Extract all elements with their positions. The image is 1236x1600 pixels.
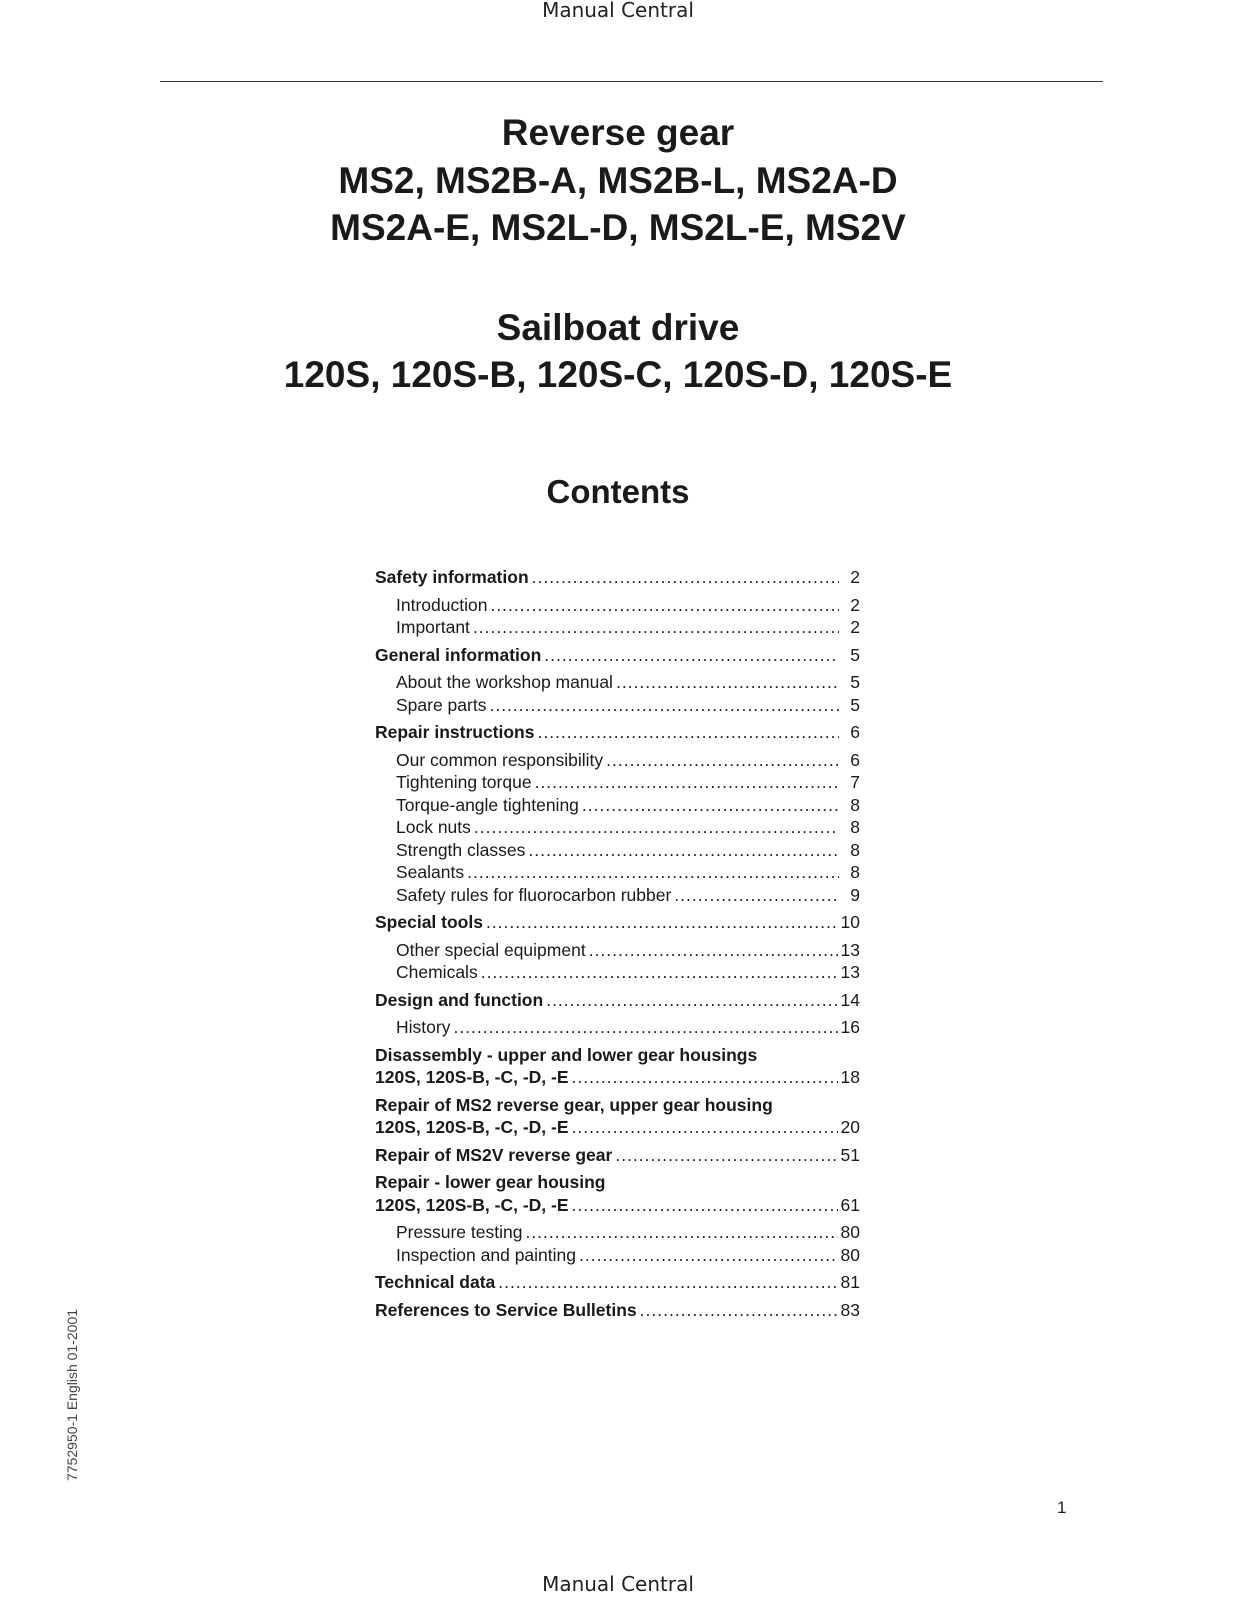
document-code: 7752950-1 English 01-2001 bbox=[64, 1308, 80, 1482]
toc-page-number: 2 bbox=[850, 567, 860, 587]
dot-leader bbox=[606, 749, 839, 772]
toc-page-number: 10 bbox=[840, 912, 860, 932]
dot-leader bbox=[453, 1016, 837, 1039]
watermark-bottom: Manual Central bbox=[542, 1572, 694, 1596]
toc-label: Technical data bbox=[375, 1272, 496, 1292]
toc-page-number: 8 bbox=[850, 817, 860, 837]
dot-leader bbox=[572, 1066, 838, 1089]
toc-entry[interactable] bbox=[375, 594, 860, 617]
dot-leader bbox=[528, 839, 839, 862]
toc-page-number: 20 bbox=[840, 1117, 860, 1137]
toc-label: About the workshop manual bbox=[396, 672, 613, 692]
toc-label: Introduction bbox=[396, 594, 488, 615]
toc-entry[interactable] bbox=[375, 1271, 860, 1294]
toc-page-number: 6 bbox=[850, 722, 860, 742]
toc-label: Sealants bbox=[396, 862, 465, 882]
toc-page-number: 14 bbox=[840, 989, 860, 1010]
toc-entry[interactable] bbox=[375, 566, 860, 589]
toc-entry[interactable] bbox=[375, 1094, 860, 1139]
toc-page-number: 8 bbox=[850, 794, 860, 815]
toc-label: Strength classes bbox=[396, 839, 526, 860]
toc-label: Our common responsibility bbox=[396, 749, 604, 770]
toc-label-continued: 120S, 120S-B, -C, -D, -E bbox=[375, 1194, 569, 1215]
table-of-contents bbox=[375, 566, 860, 1321]
toc-label: Special tools bbox=[375, 912, 483, 932]
dot-leader bbox=[572, 1116, 838, 1139]
dot-leader bbox=[546, 989, 837, 1012]
toc-page-number: 16 bbox=[840, 1017, 860, 1037]
dot-leader bbox=[486, 911, 838, 934]
toc-page-number: 6 bbox=[850, 749, 860, 770]
toc-page-number: 5 bbox=[850, 694, 860, 715]
header-rule bbox=[160, 81, 1103, 82]
toc-entry[interactable] bbox=[375, 1044, 860, 1089]
toc-page-number: 83 bbox=[840, 1299, 860, 1320]
toc-label: Pressure testing bbox=[396, 1222, 523, 1242]
toc-label: Repair of MS2 reverse gear, upper gear housing bbox=[375, 1094, 773, 1115]
watermark-top: Manual Central bbox=[542, 0, 694, 22]
toc-page-number: 61 bbox=[840, 1194, 860, 1215]
toc-label: Lock nuts bbox=[396, 817, 471, 837]
toc-entry[interactable] bbox=[375, 1016, 860, 1039]
toc-label: Important bbox=[396, 617, 470, 637]
toc-label: Safety information bbox=[375, 567, 529, 587]
toc-label: Design and function bbox=[375, 989, 544, 1010]
contents-heading: Contents bbox=[546, 473, 690, 510]
dot-leader bbox=[640, 1299, 838, 1322]
toc-entry[interactable] bbox=[375, 939, 860, 962]
toc-label: Disassembly - upper and lower gear housings bbox=[375, 1044, 758, 1065]
toc-page-number: 2 bbox=[850, 594, 860, 615]
toc-label: Repair of MS2V reverse gear bbox=[375, 1144, 613, 1165]
dot-leader bbox=[616, 671, 839, 694]
dot-leader bbox=[544, 644, 839, 667]
dot-leader bbox=[579, 1244, 838, 1267]
toc-label: Chemicals bbox=[396, 962, 478, 982]
toc-label: Torque-angle tightening bbox=[396, 794, 579, 815]
dot-leader bbox=[589, 939, 838, 962]
toc-entry[interactable] bbox=[375, 644, 860, 667]
dot-leader bbox=[532, 566, 839, 589]
toc-entry[interactable] bbox=[375, 816, 860, 839]
dot-leader bbox=[535, 771, 839, 794]
dot-leader bbox=[615, 1144, 837, 1167]
toc-label: History bbox=[396, 1017, 451, 1037]
toc-page-number: 80 bbox=[840, 1244, 860, 1265]
title-drive-models: 120S, 120S-B, 120S-C, 120S-D, 120S-E bbox=[283, 354, 953, 395]
toc-label: Tightening torque bbox=[396, 772, 532, 792]
toc-entry[interactable] bbox=[375, 1299, 860, 1322]
toc-entry[interactable] bbox=[375, 1171, 860, 1216]
title-sailboat-drive: Sailboat drive bbox=[496, 307, 740, 348]
dot-leader bbox=[537, 721, 839, 744]
title-models-line1: MS2, MS2B-A, MS2B-L, MS2A-D bbox=[338, 160, 898, 201]
toc-label: Repair - lower gear housing bbox=[375, 1172, 606, 1192]
toc-page-number: 80 bbox=[840, 1222, 860, 1242]
toc-label: Safety rules for fluorocarbon rubber bbox=[396, 884, 672, 905]
toc-entry[interactable] bbox=[375, 671, 860, 694]
dot-leader bbox=[582, 794, 839, 817]
toc-entry[interactable] bbox=[375, 616, 860, 639]
toc-page-number: 5 bbox=[850, 672, 860, 692]
dot-leader bbox=[572, 1194, 838, 1217]
title-reverse-gear: Reverse gear bbox=[501, 112, 735, 153]
toc-label: Other special equipment bbox=[396, 939, 586, 960]
toc-label-continued: 120S, 120S-B, -C, -D, -E bbox=[375, 1067, 569, 1087]
toc-page-number: 81 bbox=[840, 1272, 860, 1292]
toc-entry[interactable] bbox=[375, 794, 860, 817]
toc-page-number: 8 bbox=[850, 862, 860, 882]
toc-entry[interactable] bbox=[375, 1244, 860, 1267]
dot-leader bbox=[481, 961, 838, 984]
dot-leader bbox=[525, 1221, 837, 1244]
dot-leader bbox=[474, 816, 839, 839]
toc-entry[interactable] bbox=[375, 749, 860, 772]
title-models-line2: MS2A-E, MS2L-D, MS2L-E, MS2V bbox=[330, 207, 906, 248]
toc-entry[interactable] bbox=[375, 771, 860, 794]
toc-label-continued: 120S, 120S-B, -C, -D, -E bbox=[375, 1117, 569, 1137]
dot-leader bbox=[498, 1271, 837, 1294]
toc-entry[interactable] bbox=[375, 884, 860, 907]
dot-leader bbox=[490, 594, 839, 617]
toc-page-number: 13 bbox=[840, 962, 860, 982]
toc-entry[interactable] bbox=[375, 861, 860, 884]
toc-page-number: 5 bbox=[850, 644, 860, 665]
toc-entry[interactable] bbox=[375, 989, 860, 1012]
toc-entry[interactable] bbox=[375, 961, 860, 984]
toc-label: General information bbox=[375, 644, 542, 665]
toc-page-number: 51 bbox=[840, 1144, 860, 1165]
dot-leader bbox=[473, 616, 839, 639]
toc-label: Repair instructions bbox=[375, 722, 535, 742]
dot-leader bbox=[489, 694, 839, 717]
toc-page-number: 2 bbox=[850, 617, 860, 637]
toc-entry[interactable] bbox=[375, 911, 860, 934]
toc-label: Inspection and painting bbox=[396, 1244, 576, 1265]
toc-entry[interactable] bbox=[375, 721, 860, 744]
dot-leader bbox=[467, 861, 839, 884]
toc-entry[interactable] bbox=[375, 1221, 860, 1244]
toc-entry[interactable] bbox=[375, 1144, 860, 1167]
toc-page-number: 8 bbox=[850, 839, 860, 860]
page-number: 1 bbox=[1057, 1498, 1067, 1517]
dot-leader bbox=[674, 884, 839, 907]
toc-entry[interactable] bbox=[375, 839, 860, 862]
toc-page-number: 9 bbox=[850, 884, 860, 905]
toc-page-number: 13 bbox=[840, 939, 860, 960]
toc-label: References to Service Bulletins bbox=[375, 1299, 637, 1320]
toc-entry[interactable] bbox=[375, 694, 860, 717]
toc-page-number: 18 bbox=[840, 1067, 860, 1087]
toc-label: Spare parts bbox=[396, 694, 487, 715]
toc-page-number: 7 bbox=[850, 772, 860, 792]
